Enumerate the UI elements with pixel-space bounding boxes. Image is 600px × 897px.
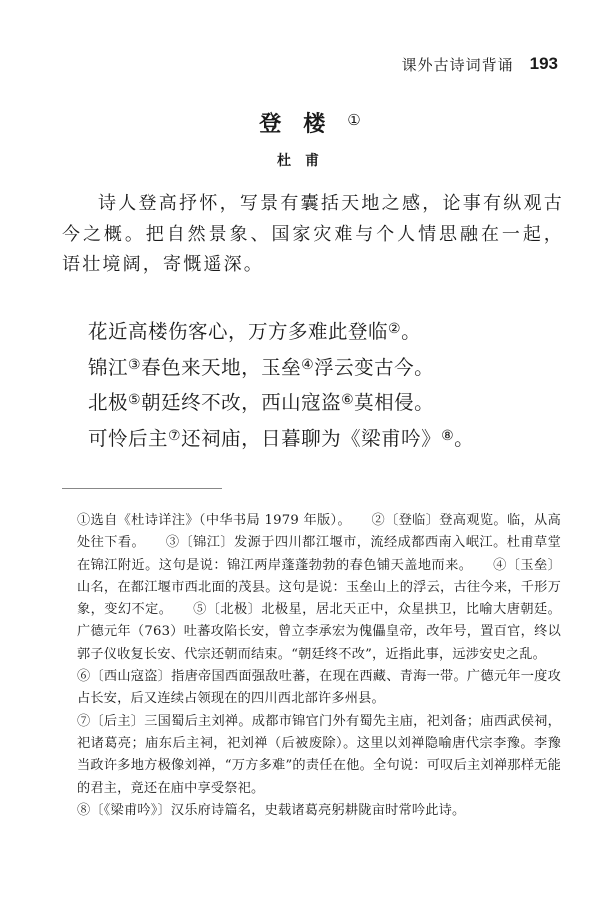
- footnote-ref-7: ⑦: [168, 427, 182, 444]
- footnote-ref-4: ④: [301, 356, 315, 373]
- footnote-divider: [62, 488, 222, 489]
- page-number: 193: [529, 54, 558, 73]
- poem-body: [88, 313, 508, 455]
- footnote-block-1-5: ①选自《杜诗详注》（中华书局 1979 年版）。 ②〔登临〕登高观览。临，从高处往下看。 ③〔锦江〕发源于四川都江堰市，流经成都西南入岷江。杜甫草堂在锦江附近。这句是说：锦江两岸蓬蓬勃勃的春色铺天盖地而来。 ④〔玉垒〕山名，在都江堰市西北面的茂县。这句是说：玉垒山上的浮云，古往今来，千形万象，变幻不定。 ⑤〔北极〕北极星，居北天正中，众星拱卫，比喻大唐朝廷。广德元年（763）吐蕃攻陷长安，曾立李承宏为傀儡皇帝，改年号，置百官，终以郭子仪收复长安、代宗还朝而结束。“朝廷终不改”，近指此事，远涉安史之乱。: [77, 513, 561, 662]
- poem-line: [88, 384, 508, 420]
- line-text: 。: [454, 426, 475, 450]
- line-text: 北极: [88, 391, 129, 414]
- footnote-ref-5: ⑤: [128, 392, 142, 408]
- line-text: 花近高楼伤客心，万方多难此登临: [88, 320, 389, 343]
- running-header: [402, 52, 558, 76]
- line-text: 浮云变古今。: [314, 355, 435, 379]
- line-text: 朝廷终不改，西山寇盗: [141, 391, 342, 414]
- poem-intro: 诗人登高抒怀，写景有囊括天地之感，论事有纵观古今之概。把自然景象、国家灾难与个人情思融在一起，语壮境阔，寄慨遥深。: [62, 193, 564, 275]
- footnote-8: ⑧〔《梁甫吟》〕汉乐府诗篇名，史载诸葛亮躬耕陇亩时常吟此诗。: [77, 802, 466, 818]
- line-text: 锦江: [88, 355, 129, 379]
- poem-line: [88, 420, 508, 456]
- line-text: 可怜后主: [88, 426, 169, 450]
- footnote-7: ⑦〔后主〕三国蜀后主刘禅。成都市锦官门外有蜀先主庙，祀刘备；庙西武侯祠，祀诸葛亮；庙东后主祠，祀刘禅（后被废除）。这里以刘禅隐喻唐代宗李豫。李豫当政许多地方极像刘禅，“万方多难”的责任在他。全句说：可叹后主刘禅那样无能的君主，竟还在庙中享受祭祀。: [77, 713, 561, 796]
- line-text: 。: [401, 320, 422, 343]
- poem-line: [88, 349, 508, 385]
- poem-line: [88, 313, 508, 349]
- footnotes: [77, 510, 561, 822]
- footnote-6: ⑥〔西山寇盗〕指唐帝国西面强敌吐蕃，在现在西藏、青海一带。广德元年一度攻占长安，后又连续占领现在的四川西北部许多州县。: [77, 669, 561, 707]
- line-text: 春色来天地，玉垒: [141, 355, 302, 379]
- section-title: 课外古诗词背诵: [401, 55, 514, 74]
- footnote-ref-1: ①: [347, 111, 361, 129]
- poem-title-text: 登楼: [259, 112, 348, 137]
- line-text: 还祠庙，日暮聊为《梁甫吟》: [181, 426, 442, 450]
- poem-author: 杜甫: [277, 153, 333, 169]
- footnote-ref-6: ⑥: [341, 392, 355, 408]
- poem-title: [0, 107, 600, 138]
- footnote-ref-8: ⑧: [441, 427, 455, 444]
- footnote-ref-3: ③: [128, 356, 142, 373]
- footnote-ref-2: ②: [388, 321, 402, 337]
- line-text: 莫相侵。: [354, 391, 435, 414]
